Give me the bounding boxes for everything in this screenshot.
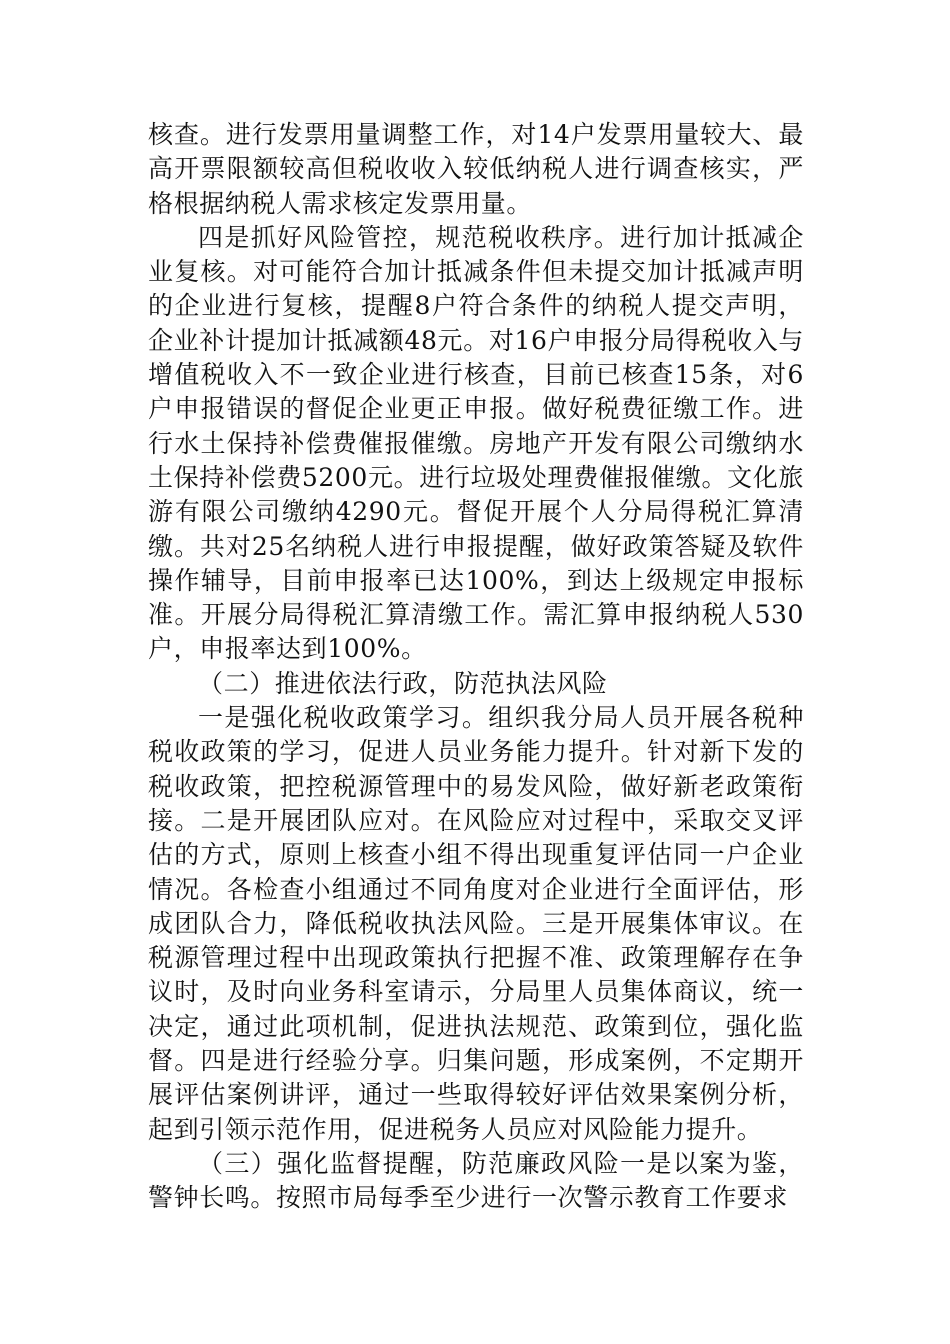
paragraph-supervision-reminder: （三）强化监督提醒，防范廉政风险一是以案为鉴，警钟长鸣。按照市局每季至少进行一次警示教育工作要求 — [148, 1148, 804, 1213]
paragraph-invoice-review: 核查。进行发票用量调整工作，对14户发票用量较大、最高开票限额较高但税收收入较低纳税人进行调查核实，严格根据纳税人需求核定发票用量。 — [148, 120, 804, 218]
section-heading-law-enforcement: （二）推进依法行政，防范执法风险 — [198, 668, 608, 698]
paragraph-risk-control: 四是抓好风险管控，规范税收秩序。进行加计抵减企业复核。对可能符合加计抵减条件但未提交加计抵减声明的企业进行复核，提醒8户符合条件的纳税人提交声明，企业补计提加计抵减额48元。对16户申报分局得税收入与增值税收入不一致企业进行核查，目前已核查15条，对6户申报错误的督促企业更正申报。做好税费征缴工作。进行水土保持补偿费催报催缴。房地产开发有限公司缴纳水土保持补偿费5200元。进行垃圾处理费催报催缴。文化旅游有限公司缴纳4290元。督促开展个人分局得税汇算清缴。共对25名纳税人进行申报提醒，做好政策答疑及软件操作辅导，目前申报率已达100%，到达上级规定申报标准。开展分局得税汇算清缴工作。需汇算申报纳税人530户，申报率达到100%。 — [148, 222, 804, 664]
document-page — [148, 118, 804, 1216]
paragraph-policy-study: 一是强化税收政策学习。组织我分局人员开展各税种税收政策的学习，促进人员业务能力提升。针对新下发的税收政策，把控税源管理中的易发风险，做好新老政策衔接。二是开展团队应对。在风险应对过程中，采取交叉评估的方式，原则上核查小组不得出现重复评估同一户企业情况。各检查小组通过不同角度对企业进行全面评估，形成团队合力，降低税收执法风险。三是开展集体审议。在税源管理过程中出现政策执行把握不准、政策理解存在争议时，及时向业务科室请示，分局里人员集体商议，统一决定，通过此项机制，促进执法规范、政策到位，强化监督。四是进行经验分享。归集问题，形成案例，不定期开展评估案例讲评，通过一些取得较好评估效果案例分析，起到引领示范作用，促进税务人员应对风险能力提升。 — [148, 703, 804, 1144]
